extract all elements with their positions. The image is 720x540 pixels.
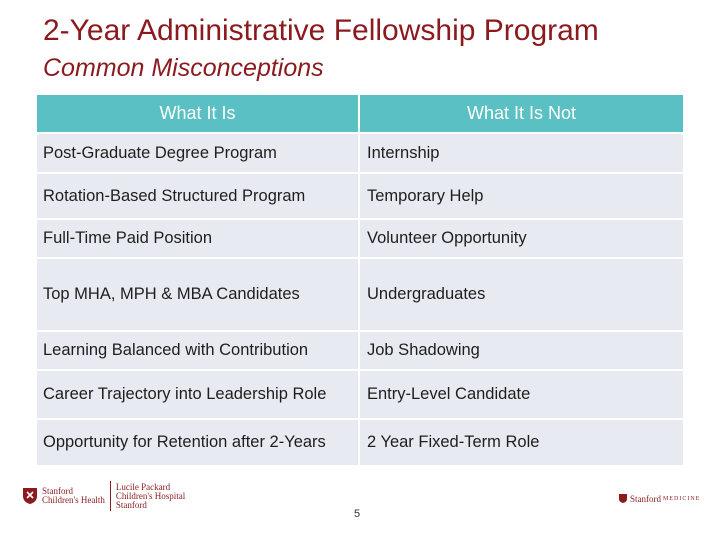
cell-what-it-is-not: Job Shadowing [367,341,480,359]
header-what-it-is-not: What It Is Not [466,103,577,123]
table-row [37,257,683,330]
cell-what-it-is-not: 2 Year Fixed-Term Role [367,433,540,451]
stanford-medicine-logo [618,493,700,504]
table-row [37,418,683,465]
cell-what-it-is: Post-Graduate Degree Program [37,134,360,172]
logo-stanford-childrens: Stanford Children's Health [42,486,105,505]
page-number: 5 [354,508,361,520]
cell-what-it-is: Opportunity for Retention after 2-Years [37,420,360,465]
logo-lucile-packard: Lucile Packard Children's Hospital Stanford [115,481,186,510]
cell-what-it-is-not: Internship [367,143,440,162]
cell-what-it-is-not: Undergraduates [367,285,486,303]
cell-what-it-is: Rotation-Based Structured Program [37,174,360,218]
header-what-it-is: What It Is [37,95,360,132]
table-row [37,369,683,418]
cell-what-it-is: Full-Time Paid Position [37,220,360,257]
stanford-childrens-logo [22,481,185,511]
logo-stanford: Stanford [630,493,661,504]
slide-title: 2-Year Administrative Fellowship Program [43,14,599,47]
slide-subtitle: Common Misconceptions [43,54,324,82]
cell-what-it-is: Top MHA, MPH & MBA Candidates [37,259,360,330]
table-row [37,172,683,218]
cell-what-it-is: Learning Balanced with Contribution [37,332,360,369]
comparison-table [37,95,683,465]
table-row [37,218,683,257]
table-row [37,132,683,172]
cell-what-it-is: Career Trajectory into Leadership Role [37,371,360,418]
shield-icon [22,487,38,505]
shield-icon [618,493,628,504]
table-row [37,330,683,369]
table-header [37,95,683,132]
cell-what-it-is-not: Temporary Help [367,186,484,205]
cell-what-it-is-not: Volunteer Opportunity [367,229,527,247]
cell-what-it-is-not: Entry-Level Candidate [367,385,531,403]
logo-medicine: MEDICINE [663,495,701,502]
logo-divider [110,481,111,511]
